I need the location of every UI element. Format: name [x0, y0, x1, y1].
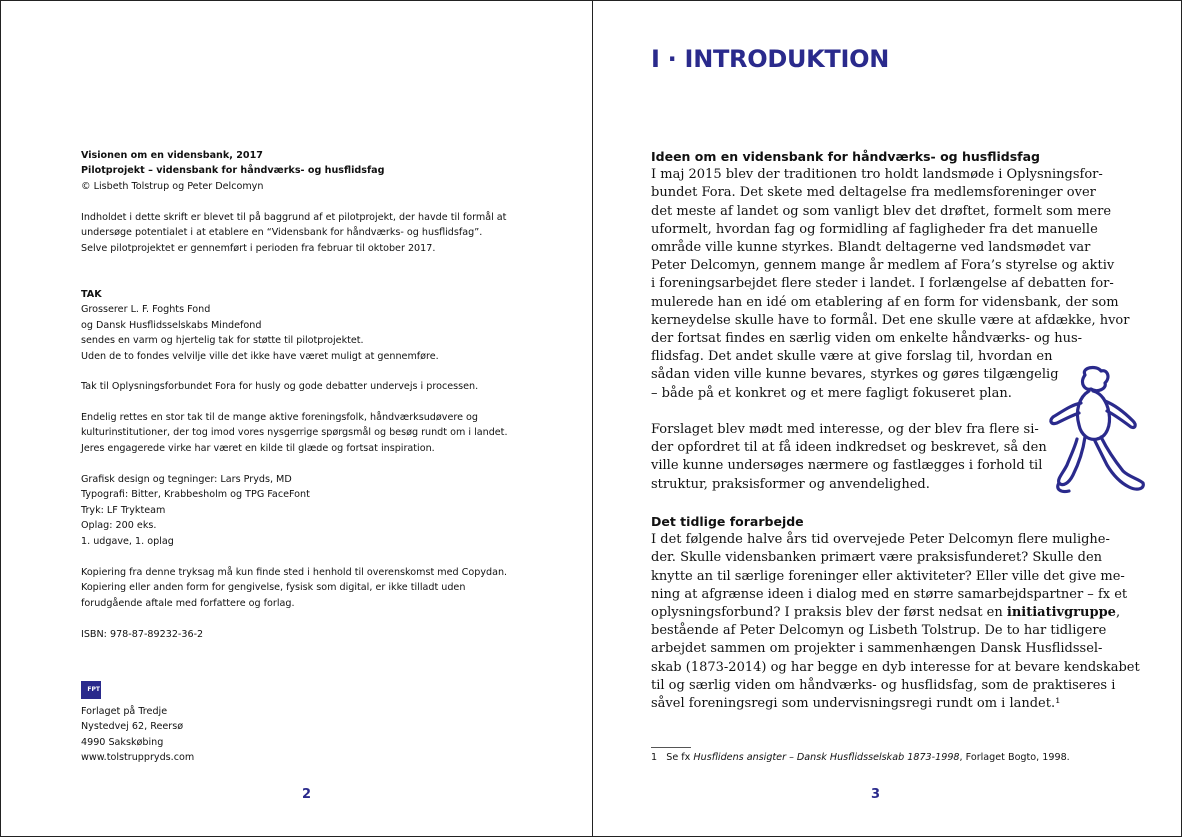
intro-line: Selve pilotprojektet er gennemført i perioden fra februar til oktober 2017. — [81, 242, 436, 254]
intro-line: undersøge potentialet i at etablere en “Vidensbank for håndværks- og husflidsfag”. — [81, 227, 483, 239]
page-number-left: 2 — [302, 787, 312, 802]
thanks-line: sendes en varm og hjertelig tak for støtte til pilotprojektet. — [81, 335, 364, 347]
publisher-address — [81, 704, 541, 766]
bold-term: initiativgruppe — [1006, 605, 1116, 621]
footnote-text: Se fx — [666, 752, 694, 763]
credits-line: 1. udgave, 1. oplag — [81, 535, 174, 547]
section-1 — [651, 148, 1130, 403]
walking-figure-illustration — [1045, 365, 1155, 499]
body-line: struktur, praksisformer og anvendelighed. — [651, 476, 930, 492]
body-line: Forslaget blev mødt med interesse, og der blev fra flere si- — [651, 422, 1039, 437]
publisher-line: 4990 Sakskøbing — [81, 736, 164, 748]
footnote — [651, 752, 1070, 763]
body-line: der opfordret til at få ideen indkredset og beskrevet, så den — [651, 440, 1047, 456]
intro-line: Indholdet i dette skrift er blevet til på baggrund af et pilotprojekt, der havde til formål at — [81, 212, 507, 223]
body-line: område ville kunne styrkes. Blandt deltagerne ved landsmødet var — [651, 240, 1091, 256]
body-line: ning at afgrænse ideen i dialog med en større samarbejdspartner – fx et — [651, 586, 1128, 602]
left-page — [1, 1, 592, 836]
credits-line: Tryk: LF Trykteam — [81, 504, 166, 516]
body-line: kerneydelse skulle have to formål. Det ene skulle være at afdække, hvor — [651, 312, 1130, 328]
isbn — [81, 627, 541, 642]
publisher-line: Forlaget på Tredje — [81, 706, 168, 717]
final-thanks-line: Endelig rettes en stor tak til de mange aktive foreningsfolk, håndværksudøvere og — [81, 412, 478, 423]
body-line: til og særlig viden om håndværks- og husflidsfag, som de praktiseres i — [651, 677, 1116, 693]
body-line: bundet Fora. Det skete med deltagelse fra medlemsforeninger over — [651, 185, 1096, 201]
fora-line: Tak til Oplysningsforbundet Fora for husly og gode debatter undervejs i processen. — [81, 381, 479, 392]
body-line: flidsfag. Det andet skulle være at give forslag til, hvordan en — [651, 349, 1053, 365]
body-line: der. Skulle vidensbanken primært være praksisfunderet? Skulle den — [651, 550, 1103, 566]
body-line: ville kunne undersøges nærmere og fastlægges i forhold til — [651, 458, 1043, 474]
body-line: mulerede han en idé om etablering af en form for vidensbank, der som — [651, 294, 1119, 310]
body-line: knytte an til særlige foreninger eller aktiviteter? Eller ville det give me- — [651, 568, 1125, 584]
colophon-subtitle: Pilotprojekt – vidensbank for håndværks- og husflidsfag — [81, 165, 385, 177]
body-line: I maj 2015 blev der traditionen tro holdt landsmøde i Oplysningsfor- — [651, 167, 1103, 183]
body-text: , — [1115, 605, 1121, 621]
final-thanks-line: Jeres engagerede virke har været en kilde til glæde og fortsat inspiration. — [81, 442, 435, 454]
body-line: – både på et konkret og et mere fagligt fokuseret plan. — [651, 385, 1012, 401]
page-number-right: 3 — [871, 787, 881, 802]
thanks-heading: TAK — [81, 289, 102, 300]
intro-paragraph — [81, 210, 541, 256]
section-2 — [651, 513, 1140, 713]
body-line: Peter Delcomyn, gennem mange år medlem af Fora’s styrelse og aktiv — [651, 258, 1115, 274]
body-text: oplysningsforbund? I praksis blev der først nedsat en — [651, 605, 1007, 621]
colophon — [81, 148, 541, 194]
section-1-heading: Ideen om en vidensbank for håndværks- og husflidsfag — [651, 149, 1040, 164]
thanks-line: Grosserer L. F. Foghts Fond — [81, 304, 211, 316]
colophon-title: Visionen om en vidensbank, 2017 — [81, 150, 263, 161]
footnote-number: 1 — [651, 752, 658, 763]
body-line: det meste af landet og som vanligt blev det drøftet, formelt som mere — [651, 203, 1112, 219]
colophon-copyright: © Lisbeth Tolstrup og Peter Delcomyn — [81, 180, 264, 192]
credits — [81, 472, 541, 549]
body-line: bestående af Peter Delcomyn og Lisbeth Tolstrup. De to har tidligere — [651, 623, 1107, 639]
copyright-notice — [81, 565, 541, 611]
copy-line: forudgående aftale med forfattere og forlag. — [81, 597, 295, 609]
copy-line: Kopiering fra denne tryksag må kun finde sted i henhold til overenskomst med Copydan. — [81, 567, 508, 578]
footnote-text-end: , Forlaget Bogto, 1998. — [959, 752, 1070, 763]
footnote-book-title: Husflidens ansigter – Dansk Husflidsselskab 1873-1998 — [693, 752, 960, 763]
credits-line: Grafisk design og tegninger: Lars Pryds, MD — [81, 474, 292, 485]
body-line: sådan viden ville kunne bevares, styrkes og gøres tilgængelig — [651, 367, 1059, 383]
final-thanks — [81, 410, 541, 456]
thanks-line: og Dansk Husflidsselskabs Mindefond — [81, 319, 262, 331]
body-line: i foreningsarbejdet flere steder i landet. I forlængelse af debatten for- — [651, 276, 1114, 292]
publisher-logo: FPT — [81, 681, 101, 699]
publisher-website: www.tolstruppryds.com — [81, 752, 195, 764]
body-line: skab (1873-2014) og har begge en dyb interesse for at bevare kendskabet — [651, 659, 1140, 675]
section-2-heading: Det tidlige forarbejde — [651, 514, 804, 529]
body-line: uformelt, hvordan fag og formidling af fagligheder fra det manuelle — [651, 221, 1098, 237]
credits-line: Oplag: 200 eks. — [81, 520, 157, 532]
copy-line: Kopiering eller anden form for gengivelse, fysisk som digital, er ikke tilladt uden — [81, 582, 466, 594]
body-line: arbejdet sammen om projekter i sammenhængen Dansk Husflidssel- — [651, 641, 1103, 657]
fora-thanks — [81, 379, 541, 394]
thanks-section — [81, 287, 541, 364]
right-page — [593, 1, 1181, 836]
publisher-line: Nystedvej 62, Reersø — [81, 721, 184, 733]
chapter-title: I · INTRODUKTION — [651, 45, 890, 73]
body-line: der fortsat findes en særlig viden om enkelte håndværks- og hus- — [651, 331, 1083, 347]
body-line-with-term — [651, 604, 1121, 622]
body-line: I det følgende halve års tid overvejede Peter Delcomyn flere mulighe- — [651, 532, 1110, 548]
body-line: såvel foreningsregi som undervisningsregi rundt om i landet.¹ — [651, 696, 1061, 712]
isbn-text: ISBN: 978-87-89232-36-2 — [81, 629, 204, 640]
footnote-rule — [651, 747, 691, 748]
thanks-line: Uden de to fondes velvilje ville det ikke have været muligt at gennemføre. — [81, 350, 439, 362]
section-1-paragraph-2 — [651, 421, 1111, 494]
final-thanks-line: kulturinstitutioner, der tog imod vores nysgerrige spørgsmål og besøg rundt om i landet. — [81, 427, 508, 439]
credits-line: Typografi: Bitter, Krabbesholm og TPG FaceFont — [81, 489, 310, 501]
